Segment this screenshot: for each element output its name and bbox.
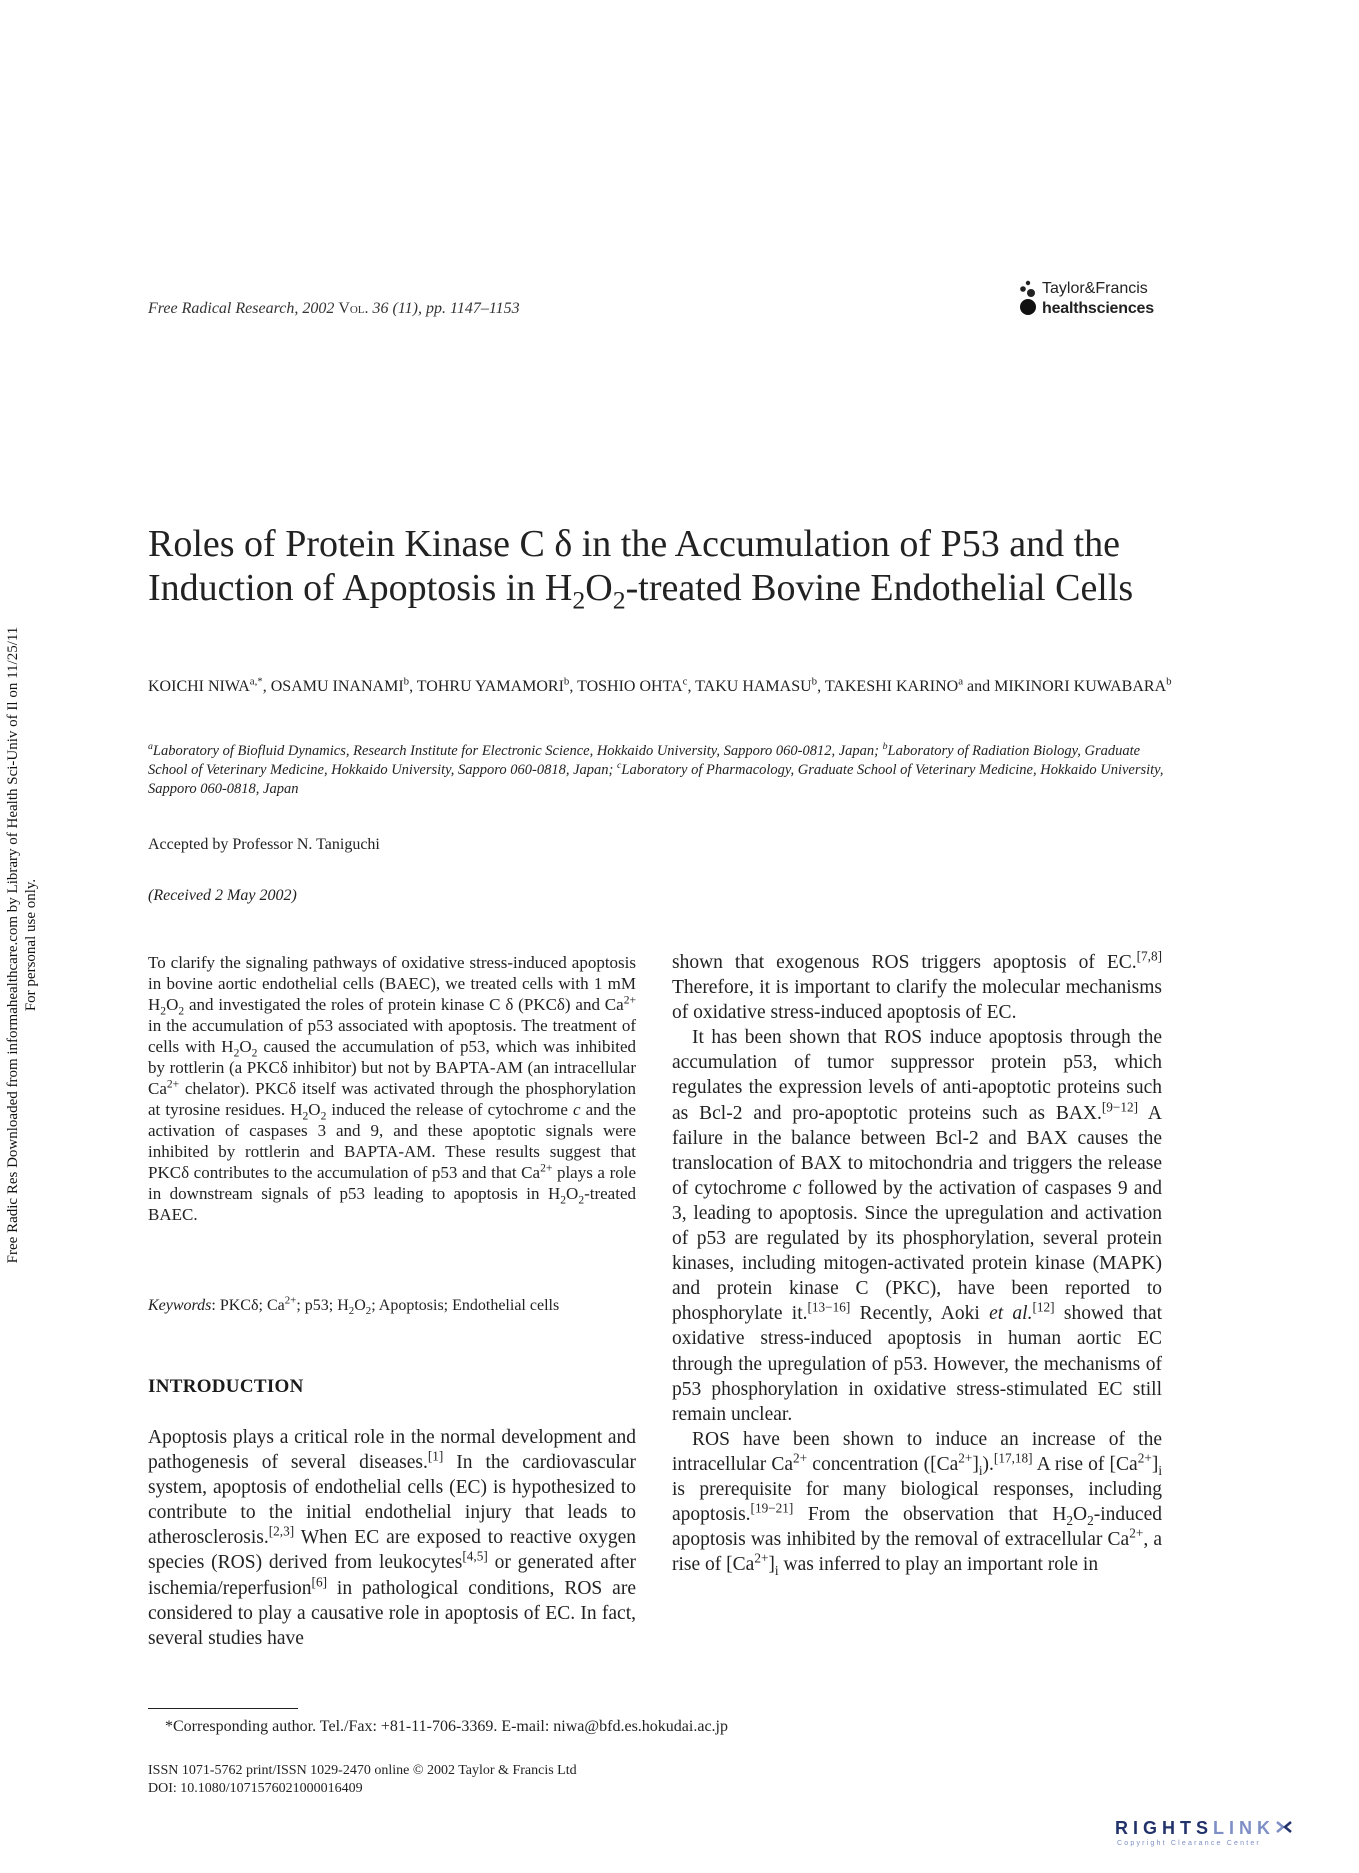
author-separator: , — [409, 678, 417, 695]
author-affil-mark: b — [1166, 675, 1172, 688]
body-text: or generated after ischemia/reperfusion — [148, 1552, 637, 1599]
article-title — [148, 522, 1173, 615]
abstract-text: O — [308, 1100, 321, 1119]
journal-name: Free Radical Research — [148, 300, 295, 317]
publisher-logo — [1018, 280, 1168, 320]
keywords-label: Keywords — [148, 1297, 212, 1314]
subscript: 2 — [302, 1109, 309, 1123]
body-paragraph — [672, 1427, 1162, 1578]
author-affil-mark: a,* — [249, 675, 263, 688]
abstract-text: and the activation of caspases 3 and 9, and these apoptotic signals were inhibited by rottlerin and BAPTA-AM. These results suggest that PKCδ contributes to the accumulation of p53 and that Ca — [148, 1100, 636, 1182]
author-affil-mark: b — [811, 675, 818, 688]
issn-line: ISSN 1071-5762 print/ISSN 1029-2470 online © 2002 Taylor & Francis Ltd — [148, 1763, 577, 1778]
rightslink-light: LINK — [1213, 1818, 1276, 1838]
title-part: -treated Bovine Endothelial Cells — [625, 567, 1134, 609]
author-affil-mark: a — [958, 675, 964, 688]
citation-ref[interactable]: [1] — [427, 1448, 444, 1464]
body-text: A failure in the balance between Bcl-2 and BAX causes the translocation of BAX to mitochondria and triggers the release of cytochrome — [672, 1102, 1162, 1199]
download-watermark — [0, 585, 44, 1305]
body-text: et al. — [989, 1303, 1033, 1325]
subscript: 2 — [160, 1004, 167, 1018]
author-affil-mark: b — [563, 675, 570, 688]
intro-paragraph — [148, 1425, 636, 1651]
body-text: In the cardiovascular system, apoptosis of endothelial cells (EC) is hypothesized to contribute to the initial endothelial injury that leads to atherosclerosis. — [148, 1452, 636, 1549]
author-separator: , — [817, 678, 825, 695]
abstract-text: in the accumulation of p53 associated with apoptosis. The treatment of cells with H — [148, 1016, 636, 1056]
affil-mark: a — [148, 741, 153, 753]
abstract-text: O — [239, 1037, 252, 1056]
author-separator: , — [687, 678, 696, 695]
received-date: (Received 2 May 2002) — [148, 887, 297, 904]
author-name: KOICHI NIWA — [148, 678, 250, 695]
abstract-text: caused the accumulation of p53, which was inhibited by rottlerin (a PKCδ inhibitor) but not by BAPTA-AM (an intracellular Ca — [148, 1037, 636, 1098]
affil-mark: b — [882, 741, 888, 753]
taylor-francis-dots-icon — [1018, 280, 1040, 316]
rightslink-chevron-icon — [1275, 1819, 1293, 1835]
journal-citation — [148, 300, 520, 318]
subscript: 2 — [1087, 1512, 1094, 1528]
superscript: 2+ — [540, 1161, 553, 1175]
subscript: 2 — [178, 1004, 185, 1018]
body-text: concentration ([Ca — [807, 1453, 959, 1475]
abstract-text: O — [566, 1184, 579, 1203]
abstract-text: and investigated the roles of protein kinase C δ (PKCδ) and Ca — [184, 995, 624, 1014]
body-text: Therefore, it is important to clarify the molecular mechanisms of oxidative stress-induced apoptosis of EC. — [672, 977, 1162, 1024]
body-text: From the observation that H — [793, 1504, 1067, 1526]
citation-ref[interactable]: [9−12] — [1101, 1099, 1139, 1115]
body-text: Recently, Aoki — [850, 1303, 990, 1325]
affiliation-text: Laboratory of Radiation Biology, Graduate School of Veterinary Medicine, Hokkaido University, Sapporo 060-0818, Japan; — [148, 743, 1141, 778]
publisher-name: Taylor&Francis — [1042, 280, 1148, 297]
abstract — [148, 952, 636, 1225]
body-text: It has been shown that ROS induce apoptosis through the accumulation of tumor suppressor protein p53, which regulates the expression levels of anti-apoptotic proteins such as Bcl-2 and pro-apoptotic proteins such as BAX. — [672, 1027, 1162, 1124]
abstract-text: chelator). PKCδ itself was activated through the phosphorylation at tyrosine residues. H — [148, 1079, 636, 1119]
abstract-text: c — [572, 1100, 581, 1119]
body-paragraph — [672, 1025, 1162, 1427]
body-text: ). — [982, 1453, 994, 1475]
section-heading-introduction: INTRODUCTION — [148, 1376, 304, 1397]
citation-ref[interactable]: [19−21] — [750, 1500, 794, 1516]
body-text: -induced apoptosis was inhibited by the removal of extracellular Ca — [672, 1504, 1162, 1551]
publisher-division: healthsciences — [1042, 300, 1154, 317]
issn-doi — [148, 1762, 577, 1798]
rightslink-dark: RIGHTS — [1115, 1818, 1214, 1838]
subscript: 2 — [348, 1305, 355, 1318]
citation-ref[interactable]: [17,18] — [993, 1450, 1033, 1466]
body-text: , a rise of [Ca — [672, 1529, 1163, 1576]
superscript: 2+ — [1129, 1525, 1144, 1541]
citation-ref[interactable]: [12] — [1032, 1299, 1055, 1315]
rightslink-wordmark — [1115, 1818, 1293, 1839]
subscript: i — [774, 1563, 779, 1579]
superscript: 2+ — [754, 1550, 769, 1566]
keywords — [148, 1294, 636, 1318]
author-name: MIKINORI KUWABARA — [994, 678, 1167, 695]
author-name: TAKESHI KARINO — [824, 678, 959, 695]
subscript: 2 — [233, 1046, 240, 1060]
affiliation-text: Laboratory of Biofluid Dynamics, Research Institute for Electronic Science, Hokkaido University, Sapporo 060-0812, Japan; — [152, 743, 883, 759]
keywords-text: ; Apoptosis; Endothelial cells — [371, 1297, 560, 1314]
citation-ref[interactable]: [6] — [311, 1574, 327, 1590]
affiliation-text: Laboratory of Pharmacology, Graduate School of Veterinary Medicine, Hokkaido University, Sapporo 060-0818, Japan — [148, 762, 1164, 797]
journal-volume-pages: 36 (11), pp. 1147–1153 — [368, 300, 520, 317]
body-text: was inferred to play an important role in — [778, 1554, 1099, 1576]
title-subscript: 2 — [612, 585, 626, 615]
rightslink-logo[interactable] — [1115, 1818, 1355, 1852]
author-name: OSAMU INANAMI — [270, 678, 404, 695]
author-affil-mark: c — [682, 675, 688, 688]
abstract-text: O — [166, 995, 179, 1014]
affiliations — [148, 742, 1173, 799]
superscript: 2+ — [166, 1077, 180, 1091]
doi-line: DOI: 10.1080/1071576021000016409 — [148, 1781, 363, 1796]
body-text: When EC are exposed to reactive oxygen species (ROS) derived from leukocytes — [148, 1527, 636, 1574]
journal-year: , 2002 — [294, 300, 339, 317]
superscript: 2+ — [623, 993, 636, 1007]
accepted-by: Accepted by Professor N. Taniguchi — [148, 836, 380, 853]
body-text: in pathological conditions, ROS are considered to play a causative role in apoptosis of EC. In fact, several studies have — [148, 1577, 636, 1649]
author-affil-mark: b — [403, 675, 410, 688]
title-subscript: 2 — [572, 585, 586, 615]
title-part: Roles of Protein Kinase C δ in the Accumulation of P53 and the Induction of Apoptosis in H — [148, 523, 1120, 609]
subscript: i — [978, 1462, 983, 1478]
subscript: 2 — [251, 1046, 258, 1060]
right-column-body — [672, 950, 1162, 1577]
body-text: is prerequisite for many biological responses, including apoptosis. — [672, 1478, 1162, 1526]
body-text: shown that exogenous ROS triggers apoptosis of EC. — [672, 952, 1137, 973]
body-text: ] — [972, 1453, 979, 1475]
footnote-divider — [148, 1708, 298, 1709]
rightslink-tagline: Copyright Clearance Center — [1117, 1840, 1261, 1847]
author-separator: , — [262, 678, 271, 695]
citation-ref[interactable]: [7,8] — [1136, 948, 1162, 964]
subscript: 2 — [365, 1305, 372, 1318]
keywords-text: : PKCδ; Ca — [211, 1297, 285, 1314]
body-text: A rise of [Ca — [1032, 1453, 1138, 1475]
subscript: 2 — [578, 1193, 585, 1207]
abstract-text: plays a role in downstream signals of p53 leading to apoptosis in H — [148, 1163, 637, 1203]
watermark-line-2: For personal use only. — [23, 878, 39, 1012]
subscript: 2 — [320, 1109, 327, 1123]
keywords-text: ; p53; H — [296, 1297, 349, 1314]
superscript: 2+ — [958, 1450, 973, 1466]
corresponding-author-footnote: *Corresponding author. Tel./Fax: +81-11-706-3369. E-mail: niwa@bfd.es.hokudai.ac.jp — [165, 1718, 728, 1735]
body-text: followed by the activation of caspases 9 and 3, leading to apoptosis. Since the upregulation and activation of p53 are regulated by its phosphorylation, several protein kinases, including mitogen-activated protein kinase (MAPK) and protein kinase C (PKC), have been reported to phosphorylate it. — [672, 1177, 1163, 1325]
citation-ref[interactable]: [2,3] — [268, 1523, 295, 1539]
journal-vol-label: Vol. — [338, 300, 369, 317]
author-name: TAKU HAMASU — [695, 678, 812, 695]
author-separator: and — [963, 678, 995, 695]
body-text: ] — [768, 1554, 775, 1576]
superscript: 2+ — [793, 1450, 808, 1466]
introduction-body — [148, 1425, 636, 1651]
author-list — [148, 676, 1173, 697]
citation-ref[interactable]: [4,5] — [462, 1548, 488, 1564]
body-text: O — [1073, 1504, 1088, 1526]
abstract-text: induced the release of cytochrome — [326, 1100, 573, 1119]
keywords-text: O — [354, 1297, 366, 1314]
body-text: c — [792, 1177, 802, 1199]
abstract-text: -treated BAEC. — [148, 1184, 636, 1224]
title-part: O — [585, 567, 613, 609]
subscript: 2 — [560, 1193, 567, 1207]
superscript: 2+ — [1137, 1450, 1152, 1466]
body-text: ] — [1151, 1453, 1159, 1475]
subscript: 2 — [1066, 1512, 1074, 1528]
citation-ref[interactable]: [13−16] — [807, 1299, 851, 1315]
body-text: showed that oxidative stress-induced apoptosis in human aortic EC through the upregulation of p53. However, the mechanisms of p53 phosphorylation in oxidative stress-stimulated EC still remain unclear. — [672, 1303, 1162, 1425]
body-text: Apoptosis plays a critical role in the normal development and pathogenesis of several diseases. — [148, 1427, 636, 1474]
superscript: 2+ — [284, 1294, 297, 1307]
author-name: TOHRU YAMAMORI — [416, 678, 564, 695]
abstract-text: To clarify the signaling pathways of oxidative stress-induced apoptosis in bovine aortic endothelial cells (BAEC), we treated cells with 1 mM H — [148, 953, 636, 1014]
watermark-line-1: Free Radic Res Downloaded from informahealthcare.com by Library of Health Sci-Univ of Il on 11/25/11 — [5, 626, 21, 1264]
body-text: ROS have been shown to induce an increase of the intracellular Ca — [672, 1428, 1162, 1475]
body-paragraph — [672, 950, 1162, 1025]
author-name: TOSHIO OHTA — [577, 678, 683, 695]
affil-mark: c — [617, 760, 622, 772]
author-separator: , — [569, 678, 578, 695]
subscript: i — [1158, 1462, 1163, 1478]
